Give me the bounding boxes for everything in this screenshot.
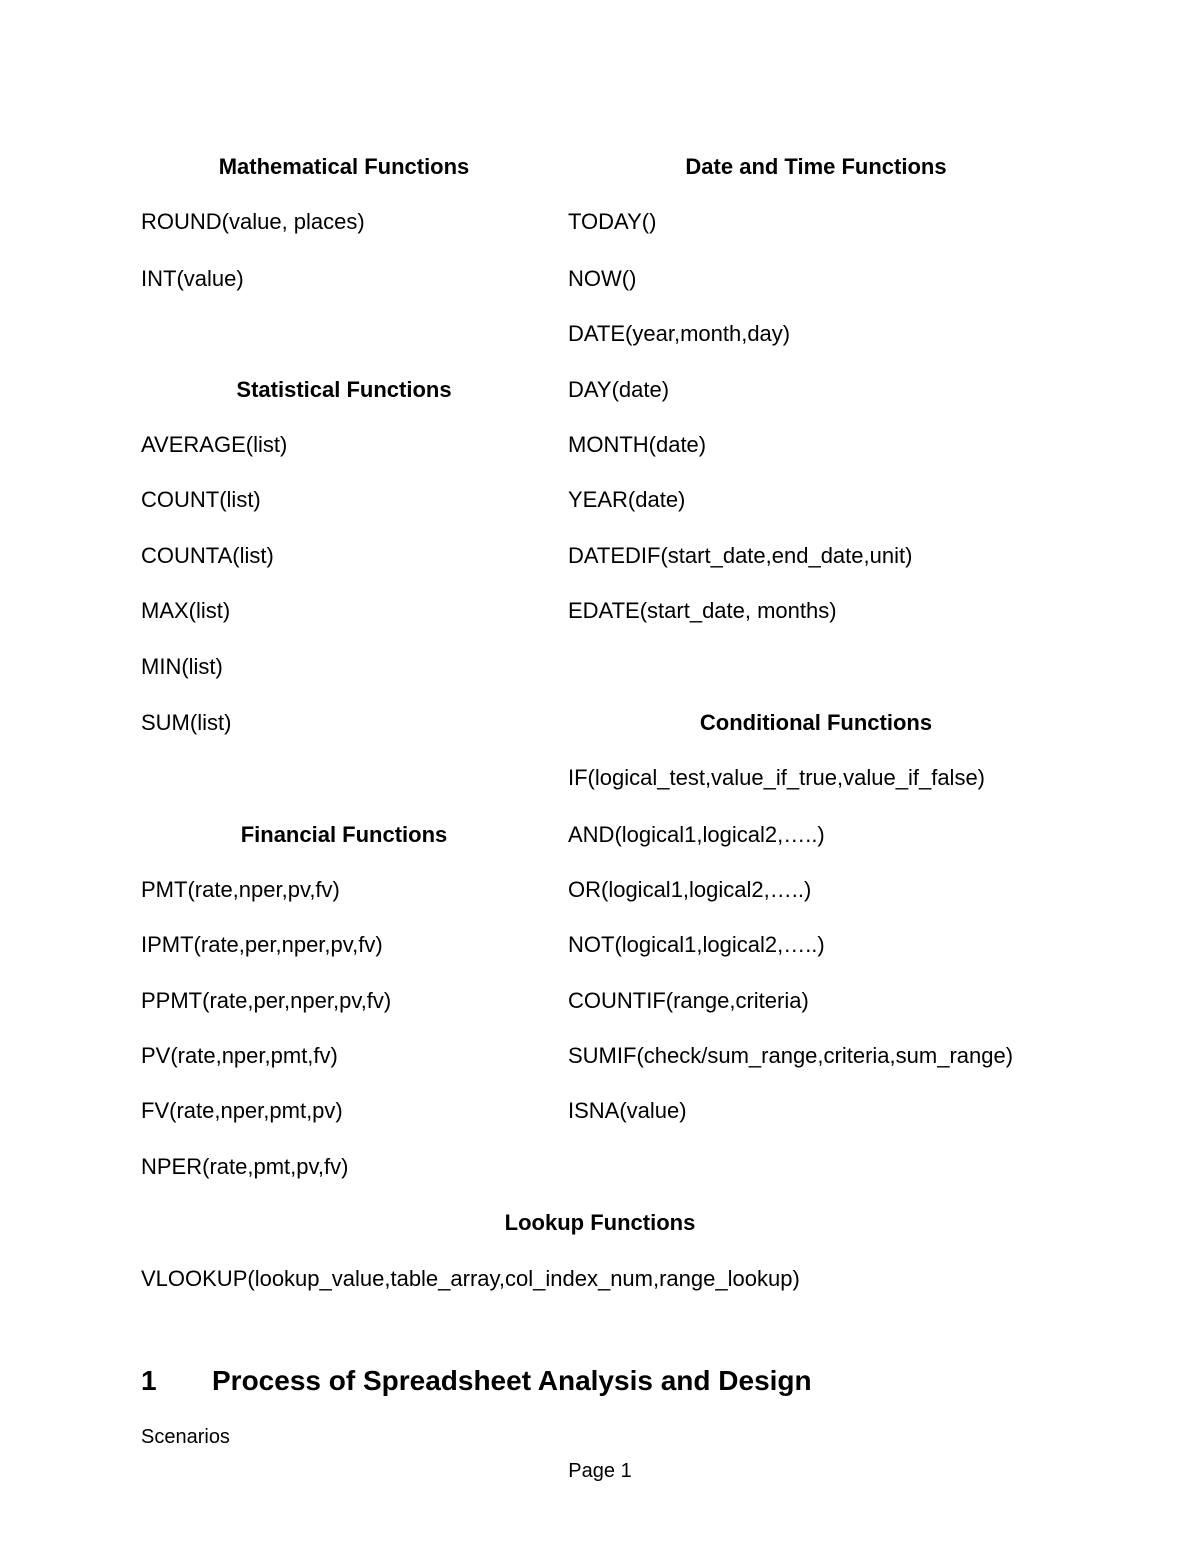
math-functions-heading: Mathematical Functions — [218, 154, 470, 179]
function-item: PPMT(rate,per,nper,pv,fv) — [141, 988, 392, 1013]
function-item: NOT(logical1,logical2,…..) — [568, 932, 825, 957]
function-item: ISNA(value) — [568, 1098, 687, 1123]
function-item: EDATE(start_date, months) — [568, 598, 837, 623]
function-item: AVERAGE(list) — [141, 432, 288, 457]
function-item: COUNTA(list) — [141, 543, 274, 568]
function-item: OR(logical1,logical2,…..) — [568, 877, 812, 902]
function-item: YEAR(date) — [568, 487, 686, 512]
function-item: NPER(rate,pmt,pv,fv) — [141, 1154, 349, 1179]
lookup-functions-heading: Lookup Functions — [504, 1210, 696, 1235]
function-item: VLOOKUP(lookup_value,table_array,col_index_num,range_lookup) — [141, 1266, 800, 1291]
function-item: PV(rate,nper,pmt,fv) — [141, 1043, 338, 1068]
function-item: SUM(list) — [141, 710, 232, 735]
section-heading — [141, 1365, 812, 1397]
section-body-text: Scenarios — [141, 1426, 230, 1448]
function-item: COUNT(list) — [141, 487, 261, 512]
stat-functions-heading: Statistical Functions — [236, 377, 452, 402]
function-item: TODAY() — [568, 209, 657, 234]
function-item: IPMT(rate,per,nper,pv,fv) — [141, 932, 383, 957]
page-number-footer: Page 1 — [568, 1460, 632, 1482]
function-item: DATE(year,month,day) — [568, 321, 791, 346]
function-item: DAY(date) — [568, 377, 670, 402]
function-item: COUNTIF(range,criteria) — [568, 988, 809, 1013]
function-item: NOW() — [568, 266, 637, 291]
cond-functions-heading: Conditional Functions — [699, 710, 933, 735]
function-item: SUMIF(check/sum_range,criteria,sum_range) — [568, 1043, 1014, 1068]
section-number: 1 — [141, 1365, 157, 1396]
function-item: DATEDIF(start_date,end_date,unit) — [568, 543, 913, 568]
function-item: MIN(list) — [141, 654, 223, 679]
function-item: IF(logical_test,value_if_true,value_if_false) — [568, 765, 986, 790]
function-item: MAX(list) — [141, 598, 231, 623]
function-item: MONTH(date) — [568, 432, 707, 457]
function-item: ROUND(value, places) — [141, 209, 365, 234]
function-item: FV(rate,nper,pmt,pv) — [141, 1098, 343, 1123]
function-item: INT(value) — [141, 266, 244, 291]
date-functions-heading: Date and Time Functions — [685, 154, 947, 179]
section-title: Process of Spreadsheet Analysis and Design — [212, 1365, 812, 1396]
function-item: AND(logical1,logical2,…..) — [568, 822, 825, 847]
fin-functions-heading: Financial Functions — [240, 822, 448, 847]
function-item: PMT(rate,nper,pv,fv) — [141, 877, 340, 902]
